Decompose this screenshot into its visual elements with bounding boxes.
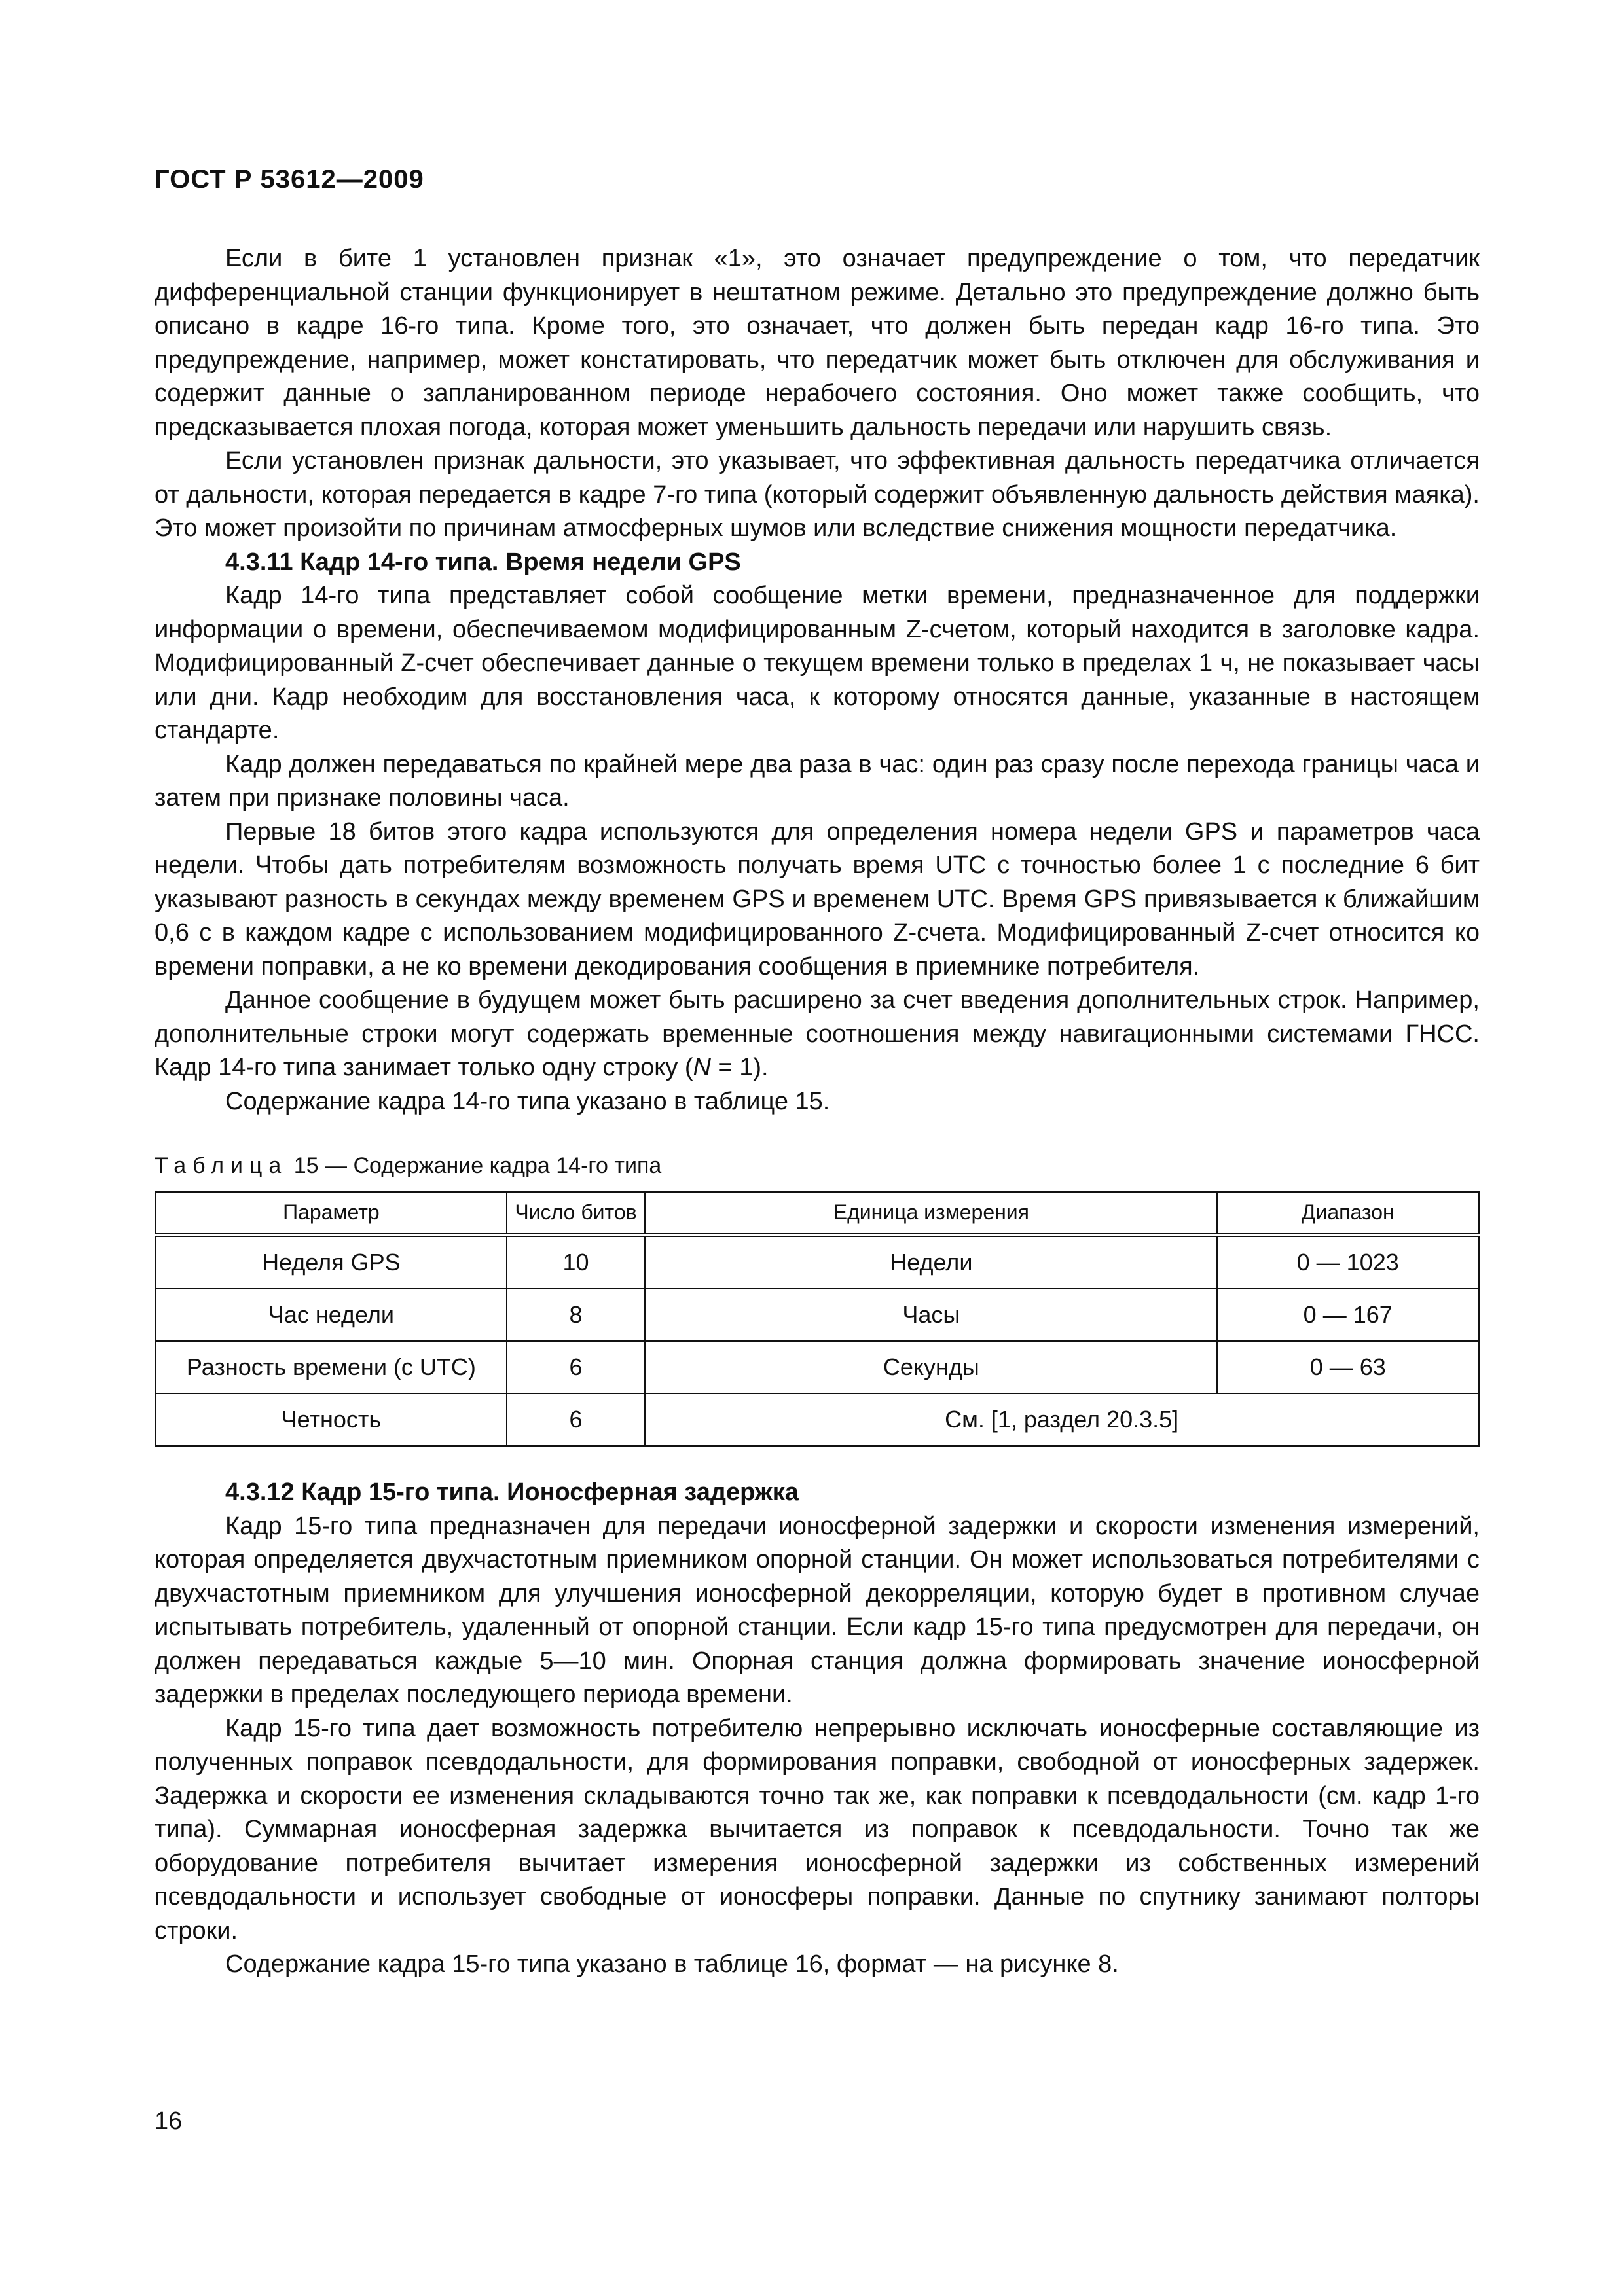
cell-range: 0 — 1023: [1217, 1235, 1478, 1289]
paragraph-frame14-extension-end: = 1).: [710, 1054, 769, 1081]
cell-param: Разность времени (с UTC): [156, 1341, 507, 1393]
cell-range: 0 — 63: [1217, 1341, 1478, 1393]
paragraph-frame14-frequency: Кадр должен передаваться по крайней мере два раза в час: один раз сразу после перехода границы часа и затем при признаке половины часа.: [155, 750, 1480, 812]
paragraph-frame15-intro: Кадр 15-го типа предназначен для передачи ионосферной задержки и скорости изменения измерений, которая определяется двухчастотным приемником опорной станции. Он может использоваться потребителями с двухчастотным приемником для улучшения ионосферной декорреляции, которую будет в противном случае испытывать потребитель, удаленный от опорной станции. Если кадр 15-го типа предусмотрен для передачи, он должен передаваться каждые 5—10 мин. Опорная станция должна формировать значение ионосферной задержки в пределах последующего периода времени.: [155, 1512, 1480, 1708]
cell-merged-reference: См. [1, раздел 20.3.5]: [645, 1393, 1478, 1446]
table-row: [156, 1341, 1479, 1393]
cell-param: Час недели: [156, 1289, 507, 1341]
paragraph-range-flag: Если установлен признак дальности, это указывает, что эффективная дальность передатчика отличается от дальности, которая передается в кадре 7-го типа (который содержит объявленную дальность действия маяка). Это может произойти по причинам атмосферных шумов или вследствие снижения мощности передатчика.: [155, 447, 1480, 542]
paragraph-frame14-intro: Кадр 14-го типа представляет собой сообщение метки времени, предназначенное для поддержки информации о времени, обеспечиваемом модифицированным Z-счетом, который находится в заголовке кадра. Модифицированный Z-счет обеспечивает данные о текущем времени только в пределах 1 ч, не показывает часы или дни. Кадр необходим для восстановления часа, к которому относятся данные, указанные в настоящем стандарте.: [155, 582, 1480, 744]
paragraph-table16-reference: Содержание кадра 15-го типа указано в таблице 16, формат — на рисунке 8.: [225, 1950, 1119, 1978]
table-row: [156, 1289, 1479, 1341]
table-caption: [155, 1151, 1480, 1180]
paragraph-bit1-warning: Если в бите 1 установлен признак «1», это означает предупреждение о том, что передатчик дифференциальной станции функционирует в нештатном режиме. Детально это предупреждение должно быть описано в кадре 16-го типа. Кроме того, это означает, что должен быть передан кадр 16-го типа. Это предупреждение, например, может констатировать, что передатчик может быть отключен для обслуживания и содержит данные о запланированном периоде нерабочего состояния. Оно может также сообщить, что предсказывается плохая погода, которая может уменьшить дальность передачи или нарушить связь.: [155, 245, 1480, 441]
cell-unit: Секунды: [645, 1341, 1217, 1393]
section-title-4-3-11: 4.3.11 Кадр 14-го типа. Время недели GPS: [225, 548, 741, 576]
paragraph-frame15-usage: Кадр 15-го типа дает возможность потребителю непрерывно исключать ионосферные составляющие из полученных поправок псевдодальности, для формирования поправки, свободной от ионосферных задержек. Задержка и скорости ее изменения складываются точно так же, как поправки к псевдодальности (см. кадр 1-го типа). Суммарная ионосферная задержка вычитается из поправок к псевдодальности. Точно так же оборудование потребителя вычитает измерения ионосферной задержки из собственных измерений псевдодальности и использует свободные от ионосферы поправки. Данные по спутнику занимают полторы строки.: [155, 1714, 1480, 1945]
cell-range: 0 — 167: [1217, 1289, 1478, 1341]
table-row: [156, 1235, 1479, 1289]
cell-bits: 6: [507, 1341, 645, 1393]
column-header-parameter: Параметр: [156, 1192, 507, 1236]
table-header-row: [156, 1192, 1479, 1236]
cell-bits: 10: [507, 1235, 645, 1289]
paragraph-frame14-extension-text: Данное сообщение в будущем может быть расширено за счет введения дополнительных строк. Например, дополнительные строки могут содержать временные соотношения между навигационными системами ГНСС. Кадр 14-го типа занимает только одну строку (: [155, 986, 1480, 1081]
page-content: [155, 242, 1480, 1982]
table-caption-label: Таблица: [155, 1153, 288, 1178]
cell-unit: Часы: [645, 1289, 1217, 1341]
column-header-range: Диапазон: [1217, 1192, 1478, 1236]
column-header-unit: Единица измерения: [645, 1192, 1217, 1236]
cell-unit: Недели: [645, 1235, 1217, 1289]
cell-param: Четность: [156, 1393, 507, 1446]
paragraph-frame14-extension: [155, 984, 1480, 1085]
section-title-4-3-12: 4.3.12 Кадр 15-го типа. Ионосферная задержка: [225, 1479, 799, 1506]
column-header-bits: Число битов: [507, 1192, 645, 1236]
variable-n: N: [693, 1054, 711, 1081]
table-15: [155, 1191, 1480, 1447]
paragraph-table15-reference: Содержание кадра 14-го типа указано в таблице 15.: [225, 1087, 830, 1115]
document-header: ГОСТ Р 53612—2009: [155, 165, 424, 194]
cell-bits: 6: [507, 1393, 645, 1446]
paragraph-frame14-bits: Первые 18 битов этого кадра используются для определения номера недели GPS и параметров часа недели. Чтобы дать потребителям возможность получать время UTC с точностью более 1 с последние 6 бит указывают разность в секундах между временем GPS и временем UTC. Время GPS привязывается к ближайшим 0,6 с в каждом кадре с использованием модифицированного Z-счета. Модифицированный Z-счет относится ко времени поправки, а не ко времени декодирования сообщения в приемнике потребителя.: [155, 817, 1480, 980]
cell-bits: 8: [507, 1289, 645, 1341]
cell-param: Неделя GPS: [156, 1235, 507, 1289]
table-row: [156, 1393, 1479, 1446]
table-caption-text: 15 — Содержание кадра 14-го типа: [293, 1153, 662, 1178]
page-number: 16: [155, 2108, 183, 2135]
